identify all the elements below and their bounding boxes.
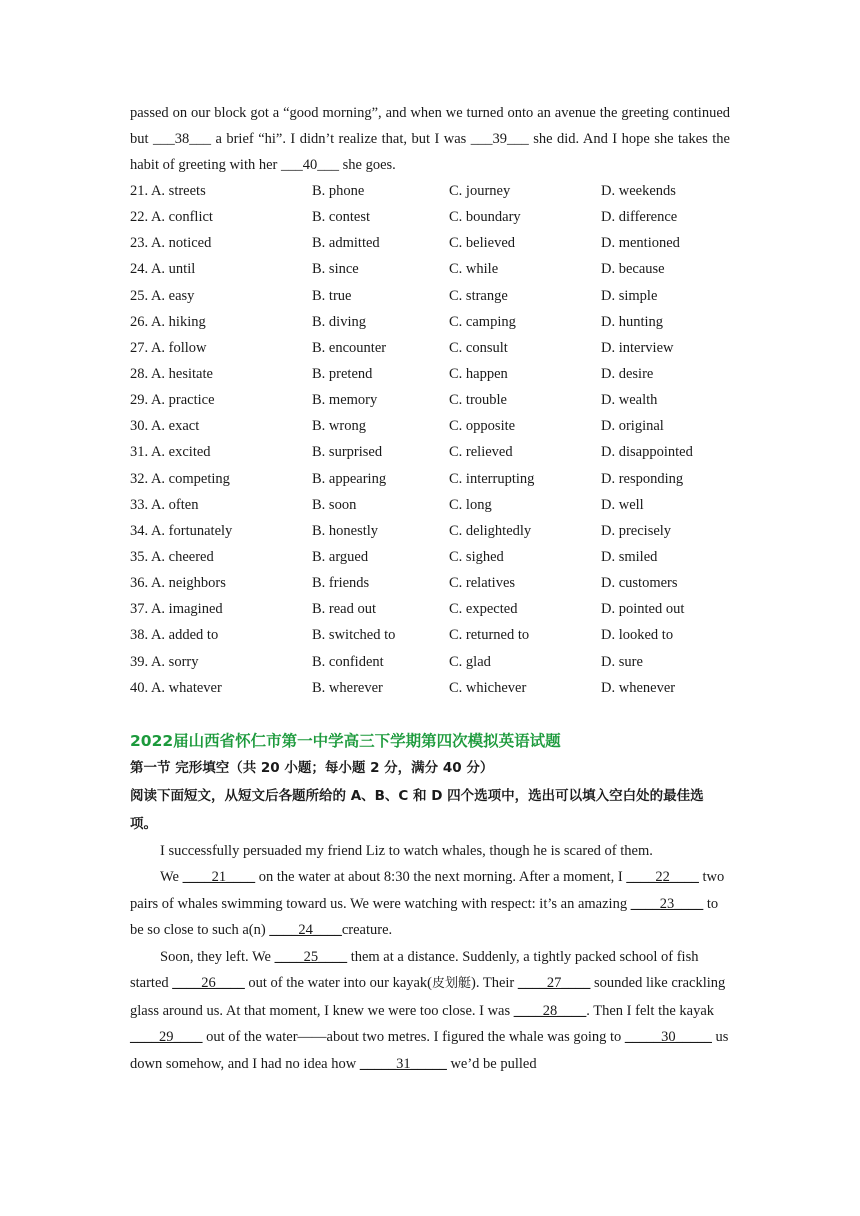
option-row <box>130 309 730 335</box>
option-row <box>130 518 730 544</box>
option-b: B. read out <box>312 601 377 618</box>
blank-24: ____24____ <box>269 922 342 939</box>
option-a: 31. A. excited <box>130 444 211 461</box>
passage-text: Soon, they left. We <box>160 948 275 965</box>
passage-text: we’d be pulled <box>446 1055 537 1072</box>
option-d: D. responding <box>601 470 684 487</box>
option-d: D. pointed out <box>601 601 685 618</box>
option-row <box>130 492 730 518</box>
option-row <box>130 544 730 570</box>
option-c: C. camping <box>449 313 516 330</box>
option-b: B. contest <box>312 209 370 226</box>
option-c: C. while <box>449 261 499 278</box>
option-d: D. well <box>601 496 644 513</box>
option-row <box>130 675 730 701</box>
option-c: C. glad <box>449 653 491 670</box>
intro-line: passed on our block got a “good morning”, and when we turned onto an avenue the greeting <box>130 105 669 121</box>
blank-23: ____23____ <box>630 895 704 912</box>
option-a: 21. A. streets <box>130 183 206 199</box>
option-a: 23. A. noticed <box>130 235 212 252</box>
passage-text: ). Their <box>471 975 518 992</box>
option-row <box>130 596 730 622</box>
blank-29: ____29____ <box>130 1029 203 1046</box>
option-a: 25. A. easy <box>130 287 195 304</box>
option-a: 33. A. often <box>130 496 199 513</box>
option-d: D. weekends <box>601 183 676 199</box>
intro-line: she takes the habit of greeting with her ___40___ she goes. <box>130 131 730 173</box>
passage-paragraph-2 <box>130 864 730 944</box>
passage-paragraph-1: I successfully persuaded my friend Liz to watch whales, though he is scared of them. <box>160 842 653 859</box>
option-a: 24. A. until <box>130 261 196 278</box>
passage-text: us down somehow, and I had no idea how <box>130 1029 729 1072</box>
passage-gloss: 皮划艇 <box>432 976 472 992</box>
option-c: C. opposite <box>449 418 516 435</box>
blank-26: ____26____ <box>172 975 245 992</box>
passage-text: them at a distance. Suddenly, a tightly packed school of fish started <box>130 948 699 992</box>
option-c: C. happen <box>449 365 508 382</box>
option-row <box>130 570 730 596</box>
option-b: B. encounter <box>312 339 387 356</box>
option-row <box>130 335 730 361</box>
document-page <box>130 100 730 1077</box>
option-row <box>130 256 730 282</box>
option-d: D. sure <box>601 653 643 670</box>
option-row <box>130 622 730 648</box>
part-heading: 第一节 完形填空（共 20 小题；每小题 2 分，满分 40 分） <box>130 759 494 776</box>
option-b: B. surprised <box>312 444 383 461</box>
option-c: C. sighed <box>449 548 504 565</box>
option-c: C. delightedly <box>449 522 532 539</box>
blank-22: ____22____ <box>626 869 699 886</box>
option-c: C. trouble <box>449 392 507 409</box>
option-d: D. precisely <box>601 522 672 539</box>
option-d: D. hunting <box>601 313 664 330</box>
option-row <box>130 204 730 230</box>
option-d: D. original <box>601 418 664 435</box>
passage-text: . Then I felt the kayak <box>586 1002 715 1019</box>
option-a: 39. A. sorry <box>130 653 199 670</box>
option-c: C. returned to <box>449 627 530 644</box>
option-a: 35. A. cheered <box>130 548 214 565</box>
option-b: B. friends <box>312 575 370 592</box>
option-c: C. believed <box>449 235 516 252</box>
option-a: 28. A. hesitate <box>130 365 213 382</box>
option-d: D. smiled <box>601 548 658 565</box>
option-d: D. customers <box>601 575 678 592</box>
option-row <box>130 178 730 204</box>
option-c: C. interrupting <box>449 470 535 487</box>
option-c: C. strange <box>449 287 508 304</box>
option-c: C. expected <box>449 601 518 618</box>
blank-30: _____30_____ <box>624 1029 712 1046</box>
option-b: B. true <box>312 287 352 304</box>
option-b: B. phone <box>312 183 365 199</box>
options-list <box>130 178 730 701</box>
option-b: B. admitted <box>312 235 380 252</box>
option-row <box>130 361 730 387</box>
option-b: B. diving <box>312 313 366 330</box>
option-b: B. pretend <box>312 365 373 382</box>
option-c: C. consult <box>449 339 508 356</box>
option-a: 34. A. fortunately <box>130 522 233 539</box>
option-a: 30. A. exact <box>130 418 200 435</box>
passage-text: to be so close to such a(n) <box>130 895 719 939</box>
instructions: 阅读下面短文，从短文后各题所给的 A、B、C 和 D 四个选项中，选出可以填入空白处的最佳选项。 <box>130 787 704 832</box>
section-title: 2022届山西省怀仁市第一中学高三下学期第四次模拟英语试题 <box>130 731 561 750</box>
option-d: D. mentioned <box>601 235 680 252</box>
option-d: D. because <box>601 261 665 278</box>
option-a: 40. A. whatever <box>130 679 222 696</box>
cloze-passage <box>130 838 730 1078</box>
option-a: 22. A. conflict <box>130 209 213 226</box>
option-row <box>130 230 730 256</box>
intro-line: continued but ___38___ a brief “hi”. I didn’t realize that, but I was ___39___ she did. And I hope <box>130 105 731 147</box>
option-d: D. difference <box>601 209 678 226</box>
option-b: B. confident <box>312 653 384 670</box>
option-b: B. wrong <box>312 418 366 435</box>
option-a: 27. A. follow <box>130 339 207 356</box>
option-c: C. relatives <box>449 575 516 592</box>
option-d: D. whenever <box>601 679 676 696</box>
option-c: C. relieved <box>449 444 513 461</box>
passage-text: on the water at about 8:30 the next morning. After a moment, I <box>255 869 627 886</box>
blank-31: _____31_____ <box>359 1055 447 1072</box>
option-a: 36. A. neighbors <box>130 575 226 592</box>
option-row <box>130 439 730 465</box>
option-b: B. switched to <box>312 627 396 644</box>
option-row <box>130 387 730 413</box>
blank-25: ____25____ <box>274 948 348 965</box>
passage-text: out of the water——about two metres. I figured the whale was going to <box>202 1029 625 1046</box>
option-b: B. soon <box>312 496 357 513</box>
option-b: B. argued <box>312 548 369 565</box>
option-b: B. memory <box>312 392 378 409</box>
option-d: D. wealth <box>601 392 658 409</box>
option-d: D. disappointed <box>601 444 693 461</box>
option-row <box>130 283 730 309</box>
option-c: C. journey <box>449 183 511 199</box>
blank-27: ____27____ <box>517 975 591 992</box>
option-d: D. desire <box>601 365 654 382</box>
intro-paragraph <box>130 100 730 178</box>
passage-paragraph-3 <box>130 944 730 1078</box>
option-b: B. honestly <box>312 522 379 539</box>
option-d: D. looked to <box>601 627 674 644</box>
option-row <box>130 649 730 675</box>
option-a: 37. A. imagined <box>130 601 223 618</box>
option-d: D. simple <box>601 287 658 304</box>
passage-text: creature. <box>341 922 393 939</box>
option-row <box>130 413 730 439</box>
option-a: 32. A. competing <box>130 470 230 487</box>
option-c: C. long <box>449 496 492 513</box>
option-c: C. whichever <box>449 679 527 696</box>
blank-21: ____21____ <box>182 869 256 886</box>
option-row <box>130 466 730 492</box>
passage-text: sounded like crackling glass around us. At that moment, I knew we were too close. I was <box>130 975 726 1019</box>
passage-text: two pairs of whales swimming toward us. We were watching with respect: it’s an amazing <box>130 869 725 912</box>
option-d: D. interview <box>601 339 674 356</box>
option-a: 26. A. hiking <box>130 313 206 330</box>
option-b: B. appearing <box>312 470 387 487</box>
option-a: 29. A. practice <box>130 392 215 409</box>
passage-text: out of the water into our kayak( <box>244 975 433 992</box>
passage-text: We <box>160 869 183 886</box>
option-b: B. wherever <box>312 679 383 696</box>
option-a: 38. A. added to <box>130 627 219 644</box>
option-b: B. since <box>312 261 359 278</box>
blank-28: ____28____ <box>513 1002 587 1019</box>
option-c: C. boundary <box>449 209 521 226</box>
